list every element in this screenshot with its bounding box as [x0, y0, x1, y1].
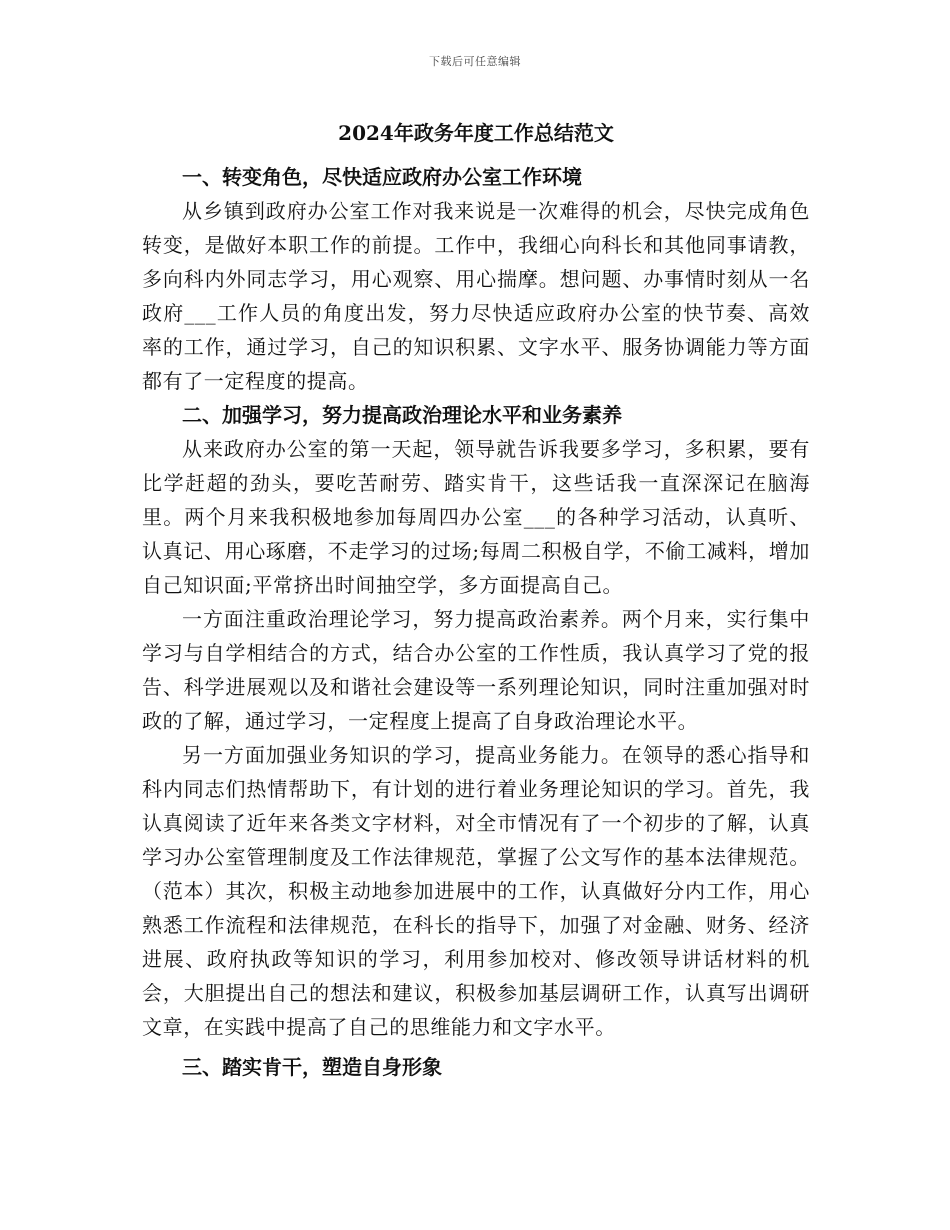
section-2-paragraph-1: 从来政府办公室的第一天起，领导就告诉我要多学习，多积累，要有比学赶超的劲头，要吃苦耐劳、踏实肯干，这些话我一直深深记在脑海里。两个月来我积极地参加每周四办公室___的各种学习活动，认真听、认真记、用心琢磨，不走学习的过场;每周二积极自学，不偷工减料，增加自己知识面;平常挤出时间抽空学，多方面提高自己。 — [142, 437, 810, 597]
section-heading-3: 三、踏实肯干，塑造自身形象 — [182, 1055, 442, 1079]
section-2-paragraph-2: 一方面注重政治理论学习，努力提高政治素养。两个月来，实行集中学习与自学相结合的方式，结合办公室的工作性质，我认真学习了党的报告、科学进展观以及和谐社会建设等一系列理论知识，同时注重加强对时政的了解，通过学习，一定程度上提高了自身政治理论水平。 — [142, 607, 810, 733]
section-1-paragraph-1: 从乡镇到政府办公室工作对我来说是一次难得的机会，尽快完成角色转变，是做好本职工作的前提。工作中，我细心向科长和其他同事请教，多向科内外同志学习，用心观察、用心揣摩。想问题、办事情时刻从一名政府___工作人员的角度出发，努力尽快适应政府办公室的快节奏、高效率的工作，通过学习，自己的知识积累、文字水平、服务协调能力等方面都有了一定程度的提高。 — [142, 199, 810, 393]
section-heading-1: 一、转变角色，尽快适应政府办公室工作环境 — [182, 165, 582, 189]
header-note: 下载后可任意编辑 — [429, 55, 521, 68]
section-heading-2: 二、加强学习，努力提高政治理论水平和业务素养 — [182, 403, 622, 427]
document-title: 2024年政务年度工作总结范文 — [338, 121, 614, 145]
document-body — [142, 118, 810, 1084]
section-2-paragraph-3: 另一方面加强业务知识的学习，提高业务能力。在领导的悉心指导和科内同志们热情帮助下，有计划的进行着业务理论知识的学习。首先，我认真阅读了近年来各类文字材料，对全市情况有了一个初步的了解，认真学习办公室管理制度及工作法律规范，掌握了公文写作的基本法律规范。（范本）其次，积极主动地参加进展中的工作，认真做好分内工作，用心熟悉工作流程和法律规范，在科长的指导下，加强了对金融、财务、经济进展、政府执政等知识的学习，利用参加校对、修改领导讲话材料的机会，大胆提出自己的想法和建议，积极参加基层调研工作，认真写出调研文章，在实践中提高了自己的思维能力和文字水平。 — [142, 743, 810, 1039]
